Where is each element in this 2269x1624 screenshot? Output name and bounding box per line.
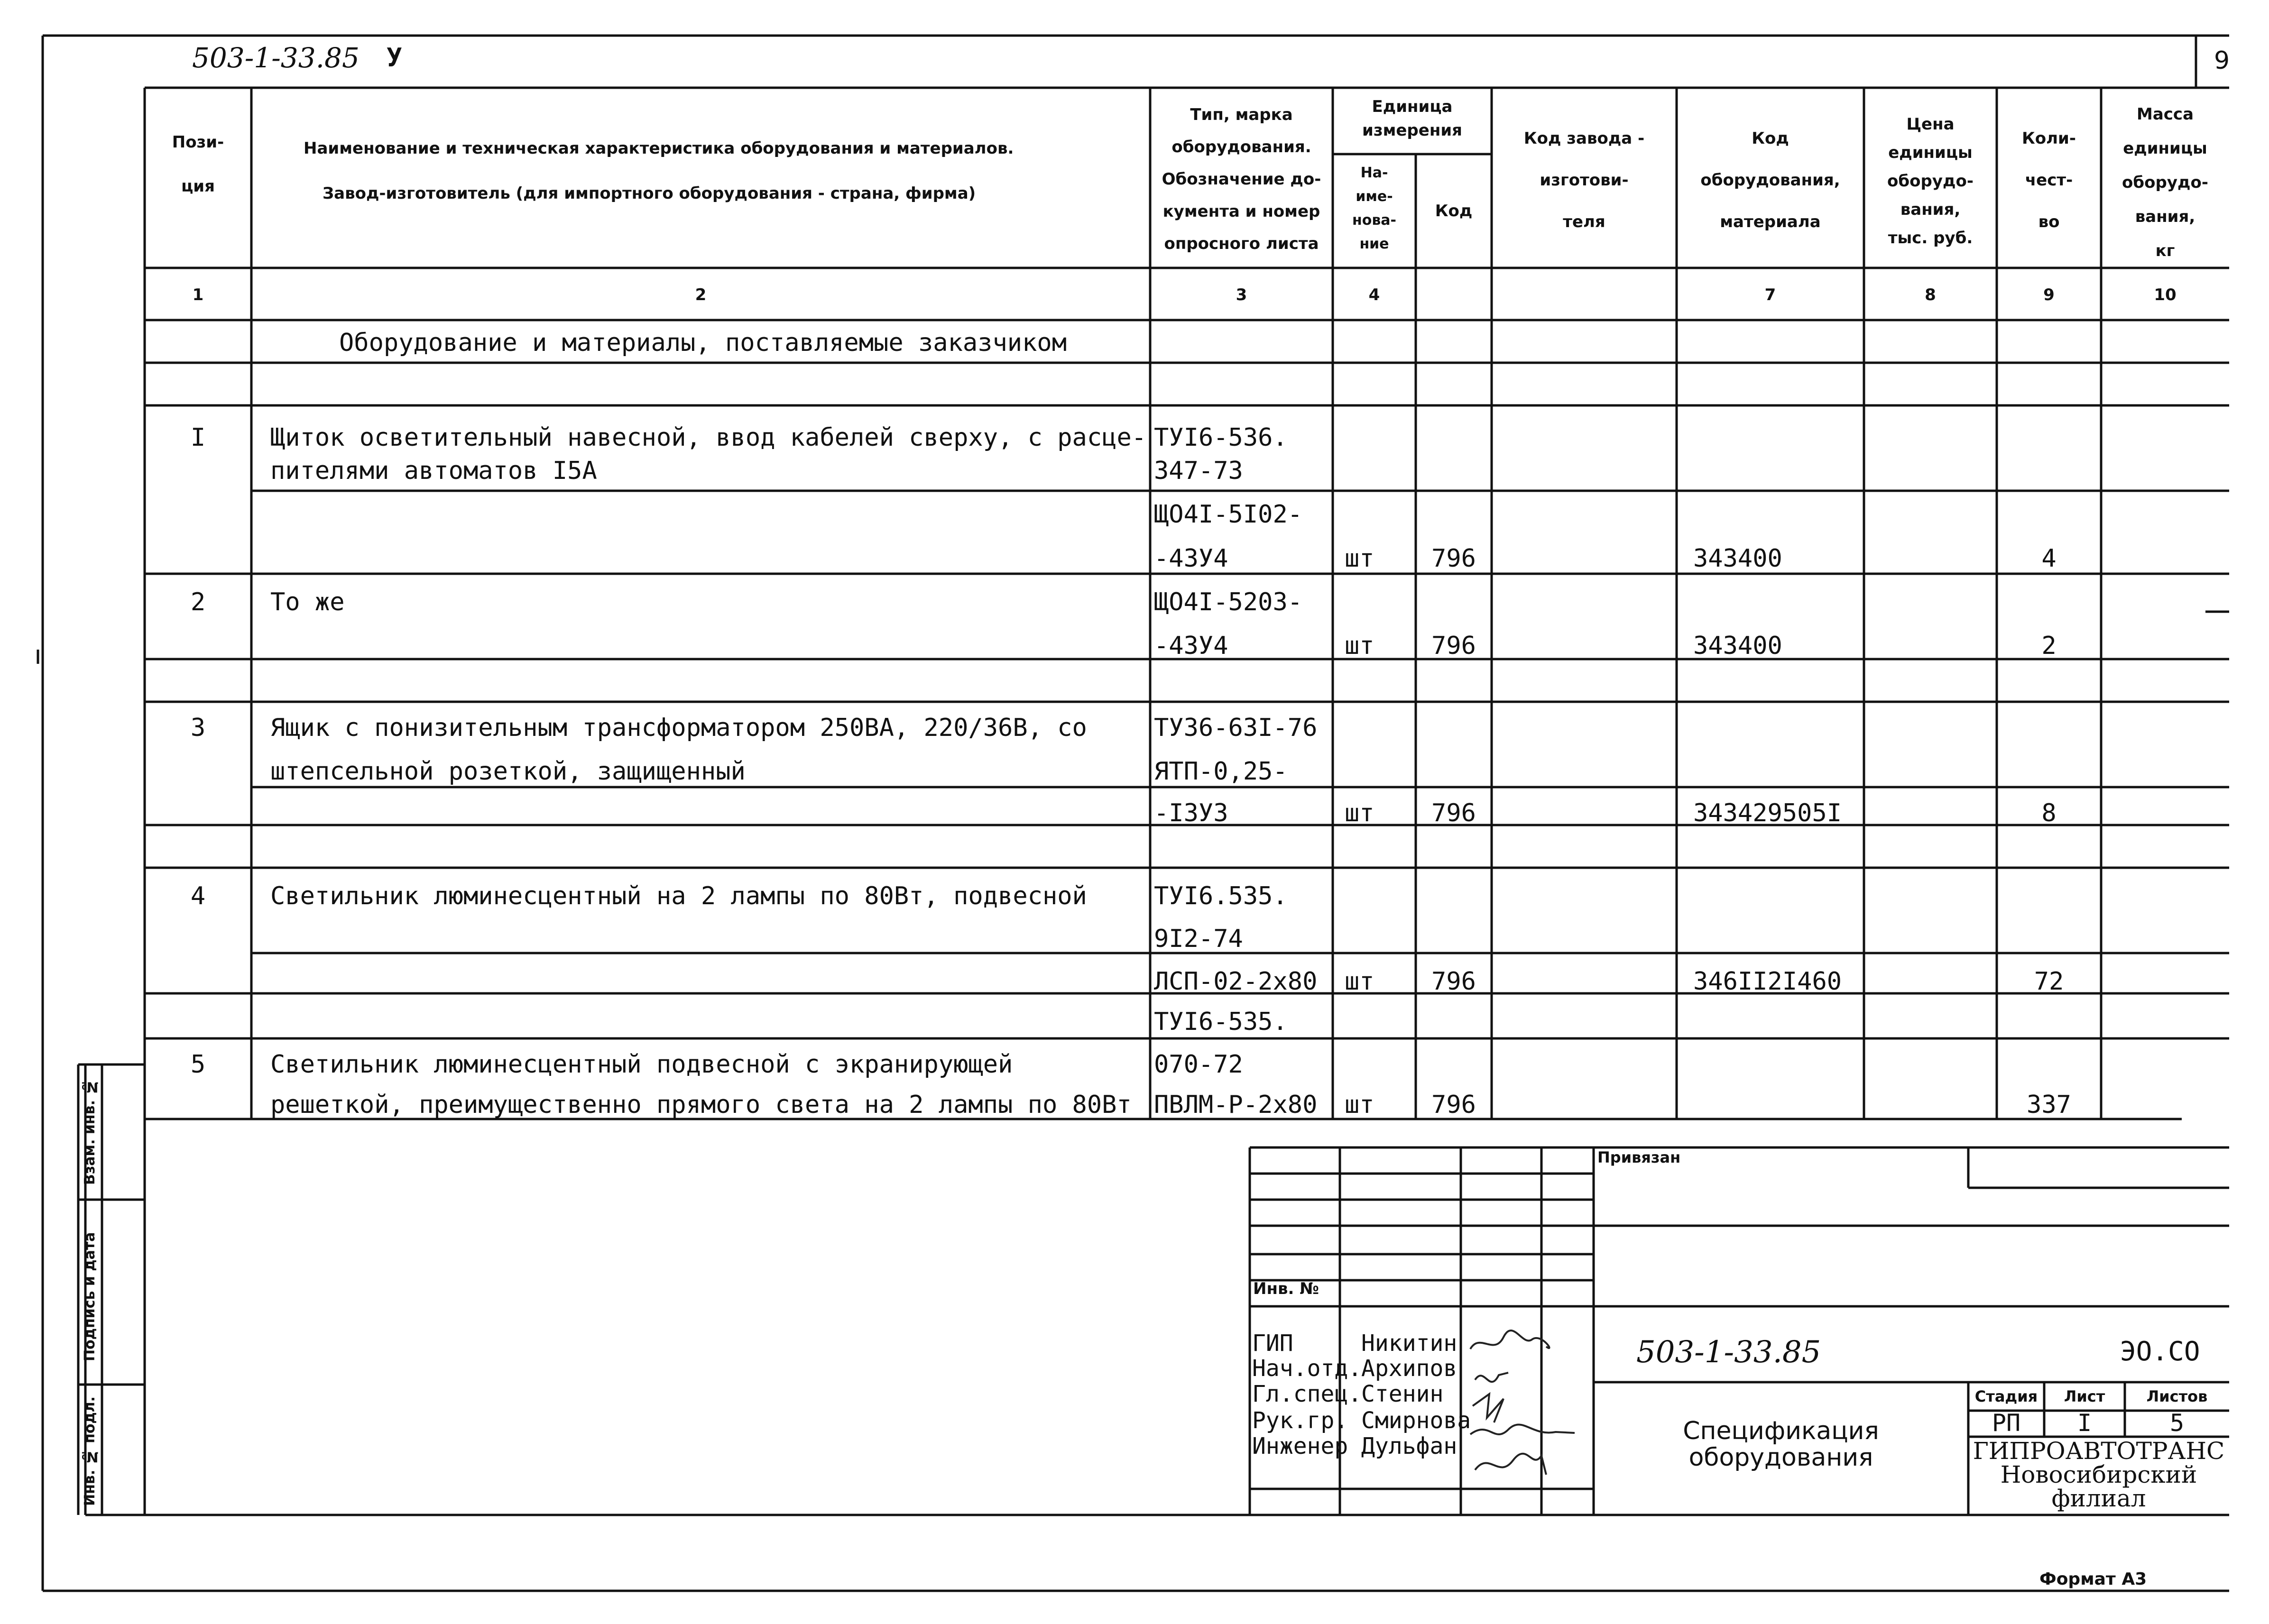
column-number: 1 [192,285,204,304]
header-text: вания, [1900,200,1961,219]
signatures-scribble [1461,1328,1603,1489]
header-text: нова- [1352,212,1397,229]
cell-eqcode: 346II2I460 [1693,967,1842,996]
header-text: ние [1359,236,1389,252]
header-text: Код завода - [1523,129,1645,148]
cell-code: 796 [1431,967,1476,996]
header-text: Цена [1906,115,1955,134]
header-unit-name [1333,161,1416,256]
header-text: чест- [2025,171,2073,190]
header-text: Тип, марка [1190,105,1293,124]
cell-qty: 2 [2041,632,2057,660]
cell-code: 796 [1431,544,1476,573]
cell-unit: шт [1345,632,1374,660]
bound-to-label: Привязан [1597,1148,1681,1166]
header-quantity [1997,118,2101,243]
cell-qty: 72 [2034,967,2064,996]
header-name [266,134,1148,208]
sheets-value: 5 [2169,1409,2185,1437]
column-number: 2 [695,285,707,304]
cell-code: 796 [1431,1091,1476,1119]
document-title-line: Спецификация [1683,1417,1879,1445]
cell-unit: шт [1345,1091,1374,1119]
cell-type: ТУI6-535. [1154,1008,1288,1036]
cell-pos: I [190,423,206,452]
signatory-role: Рук.гр. [1252,1407,1348,1434]
cell-pos: 2 [190,588,206,616]
cell-type: 070-72 [1154,1050,1243,1079]
column-number: 4 [1368,285,1380,304]
header-text: единицы [2123,139,2207,158]
organization-line: ГИПРОАВТОТРАНС [1973,1437,2225,1465]
stamp-signature-date: Подпись и дата [82,1232,98,1362]
cell-unit: шт [1345,544,1374,573]
cell-unit: шт [1345,967,1374,996]
cell-pos: 3 [190,714,206,742]
header-text: кумента и номер [1162,202,1320,221]
signatory-role: Инженер [1252,1433,1348,1459]
column-number: 10 [2154,285,2177,304]
document-title-line: оборудования [1688,1443,1873,1472]
stage-value: РП [1992,1409,2021,1437]
header-text: тыс. руб. [1888,229,1973,248]
organization-name [1968,1439,2229,1510]
column-number: 8 [1925,285,1936,304]
document-title [1594,1418,1968,1471]
header-text: во [2038,212,2060,231]
page-number: 9 [2214,46,2230,75]
sheets-label: Листов [2146,1387,2208,1405]
header-type [1150,99,1333,260]
cell-eqcode: 343400 [1693,632,1782,660]
header-text: Обозначение до- [1162,170,1321,189]
cell-code: 796 [1431,799,1476,827]
header-text: ция [181,177,215,196]
revision-mark: У [387,43,402,73]
header-unit-code: Код [1435,202,1473,220]
signatory-role: Гл.спец. [1252,1381,1362,1407]
header-text: Коли- [2022,129,2076,148]
cell-type: ТУI6.535. [1154,882,1288,910]
header-text: име- [1356,188,1393,205]
cell-type: 347-73 [1154,457,1243,485]
cell-type: ЯТП-0,25- [1154,757,1288,786]
cell-type: 9I2-74 [1154,925,1243,953]
header-price [1864,110,1997,252]
cell-pos: 5 [190,1050,206,1079]
signatory-name: Архипов [1361,1355,1457,1382]
header-text: Единица [1372,97,1453,116]
signatory-name: Никитин [1361,1330,1457,1357]
header-text: вания, [2135,207,2195,226]
cell-type: -43У4 [1154,632,1228,660]
cell-code: 796 [1431,632,1476,660]
header-equipment-code [1677,118,1864,243]
cell-name: То же [270,588,345,616]
cell-type: ПВЛМ-Р-2х80 [1154,1091,1318,1119]
header-text: Масса [2136,105,2194,124]
header-text: оборудо- [2122,173,2208,192]
header-text: оборудования. [1171,138,1311,156]
sheet-label: Лист [2064,1387,2105,1405]
header-text: измерения [1362,121,1462,140]
header-text: теля [1563,212,1605,231]
cell-name: пителями автоматов I5А [270,457,597,485]
header-text: оборудования, [1700,171,1840,190]
header-text: оборудо- [1887,172,1974,191]
cell-type: ТУI6-536. [1154,423,1288,452]
organization-line: филиал [2051,1485,2146,1512]
cell-type: -43У4 [1154,544,1228,573]
cell-name: Светильник люминесцентный подвесной с экранирующей [270,1050,1013,1079]
cell-eqcode: 343429505I [1693,799,1842,827]
cell-unit: шт [1345,799,1374,827]
cell-name: штепсельной розеткой, защищенный [270,757,746,786]
header-text: Наименование и техническая характеристика оборудования и материалов. [304,139,1014,158]
cell-name: Щиток осветительный навесной, ввод кабелей сверху, с расце- [270,423,1147,452]
sheet-value: I [2077,1409,2092,1437]
header-text: Завод-изготовитель (для импортного оборудования - страна, фирма) [323,184,976,203]
stamp-inventory-original: Инв. № подл. [82,1396,98,1506]
header-text: материала [1720,212,1821,231]
cell-type: ЩО4I-5I02- [1154,500,1303,529]
cell-type: ТУ36-63I-76 [1154,714,1318,742]
header-text: На- [1360,165,1388,181]
cell-name: Ящик с понизительным трансформатором 250ВА, 220/36В, со [270,714,1087,742]
header-text: опросного листа [1164,234,1319,253]
header-text: единицы [1888,143,1973,162]
signatory-name: Дульфан [1361,1433,1457,1459]
inventory-number-label: Инв. № [1253,1279,1319,1298]
cell-name: решеткой, преимущественно прямого света на 2 лампы по 80Вт [270,1091,1132,1119]
header-text: изготови- [1540,171,1629,190]
section-title: Оборудование и материалы, поставляемые заказчиком [339,329,1067,357]
header-manufacturer-code [1492,118,1677,243]
header-unit [1333,95,1492,142]
column-number: 7 [1764,285,1776,304]
cell-pos: 4 [190,882,206,910]
cell-qty: 8 [2041,799,2057,827]
cell-type: ЛСП-02-2х80 [1154,967,1318,996]
column-number: 9 [2043,285,2055,304]
signatory-name: Стенин [1361,1381,1444,1407]
cell-qty: 4 [2041,544,2057,573]
signatory-role: ГИП [1252,1330,1293,1357]
signatory-role: Нач.отд. [1252,1355,1362,1382]
header-text: Пози- [172,133,224,152]
stamp-replacement-inventory: Взам. инв. № [82,1078,98,1185]
cell-eqcode: 343400 [1693,544,1782,573]
title-block-code: 503-1-33.85 [1636,1335,1821,1370]
signatory-name: Смирнова [1361,1407,1471,1434]
document-code: 503-1-33.85 [192,42,360,74]
header-text: Код [1752,129,1789,148]
header-text: кг [2155,241,2175,260]
cell-type: ЩО4I-5203- [1154,588,1303,616]
column-number: 3 [1236,285,1247,304]
header-position [145,128,251,201]
cell-name: Светильник люминесцентный на 2 лампы по 80Вт, подвесной [270,882,1087,910]
sheet-code: ЭО.СО [2120,1336,2200,1367]
format-label: Формат А3 [2039,1569,2147,1589]
cell-type: -I3У3 [1154,799,1228,827]
stage-label: Стадия [1974,1387,2038,1405]
organization-line: Новосибирский [2000,1461,2197,1488]
cell-qty: 337 [2027,1091,2071,1119]
header-mass [2101,97,2229,268]
